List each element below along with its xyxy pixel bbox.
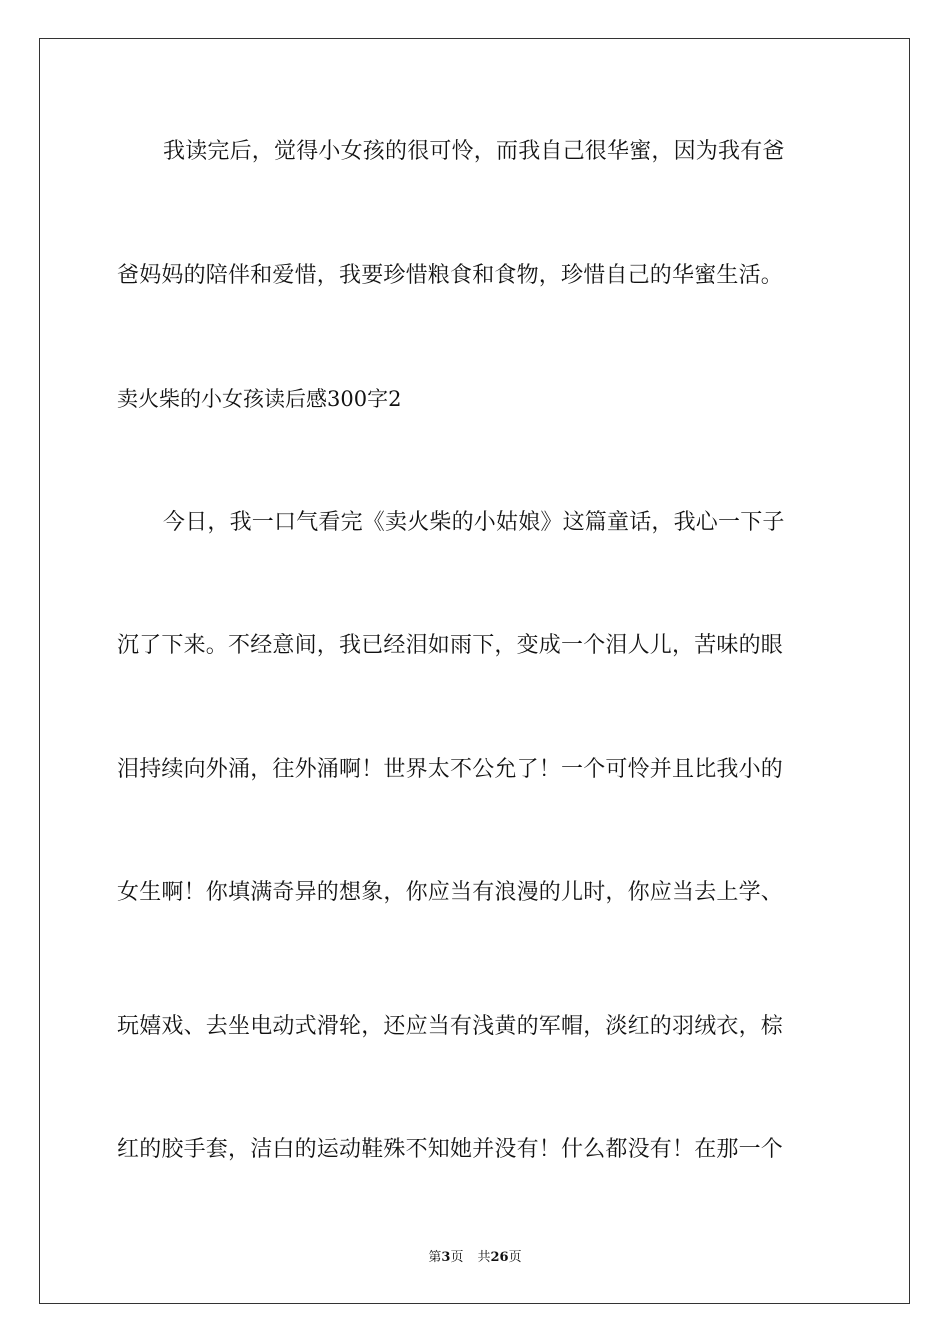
page-border: [39, 38, 910, 1304]
paragraph-2-line-4: 女生啊！你填满奇异的想象，你应当有浪漫的儿时，你应当去上学、: [117, 880, 784, 905]
paragraph-2-line-5: 玩嬉戏、去坐电动式滑轮，还应当有浅黄的军帽，淡红的羽绒衣，棕: [117, 1014, 784, 1039]
total-page-number: 26: [490, 1250, 509, 1265]
paragraph-2-line-6: 红的胶手套，洁白的运动鞋殊不知她并没有！什么都没有！在那一个: [117, 1137, 784, 1162]
total-suffix: 页: [508, 1250, 522, 1265]
paragraph-1-line-2: 爸妈妈的陪伴和爱惜，我要珍惜粮食和食物，珍惜自己的华蜜生活。: [117, 263, 784, 288]
current-page-number: 3: [441, 1250, 451, 1265]
page-footer: [0, 1249, 950, 1267]
paragraph-2-line-1: 今日，我一口气看完《卖火柴的小姑娘》这篇童话，我心一下子: [163, 510, 785, 535]
section-heading: 卖火柴的小女孩读后感300字2: [117, 387, 402, 411]
paragraph-2-line-2: 沉了下来。不经意间，我已经泪如雨下，变成一个泪人儿，苦味的眼: [117, 633, 784, 658]
page-suffix: 页: [450, 1250, 464, 1265]
page-prefix: 第: [428, 1250, 442, 1265]
total-prefix: 共: [477, 1250, 491, 1265]
paragraph-2-line-3: 泪持续向外涌，往外涌啊！世界太不公允了！一个可怜并且比我小的: [117, 757, 784, 782]
paragraph-1-line-1: 我读完后，觉得小女孩的很可怜，而我自己很华蜜，因为我有爸: [163, 139, 785, 164]
